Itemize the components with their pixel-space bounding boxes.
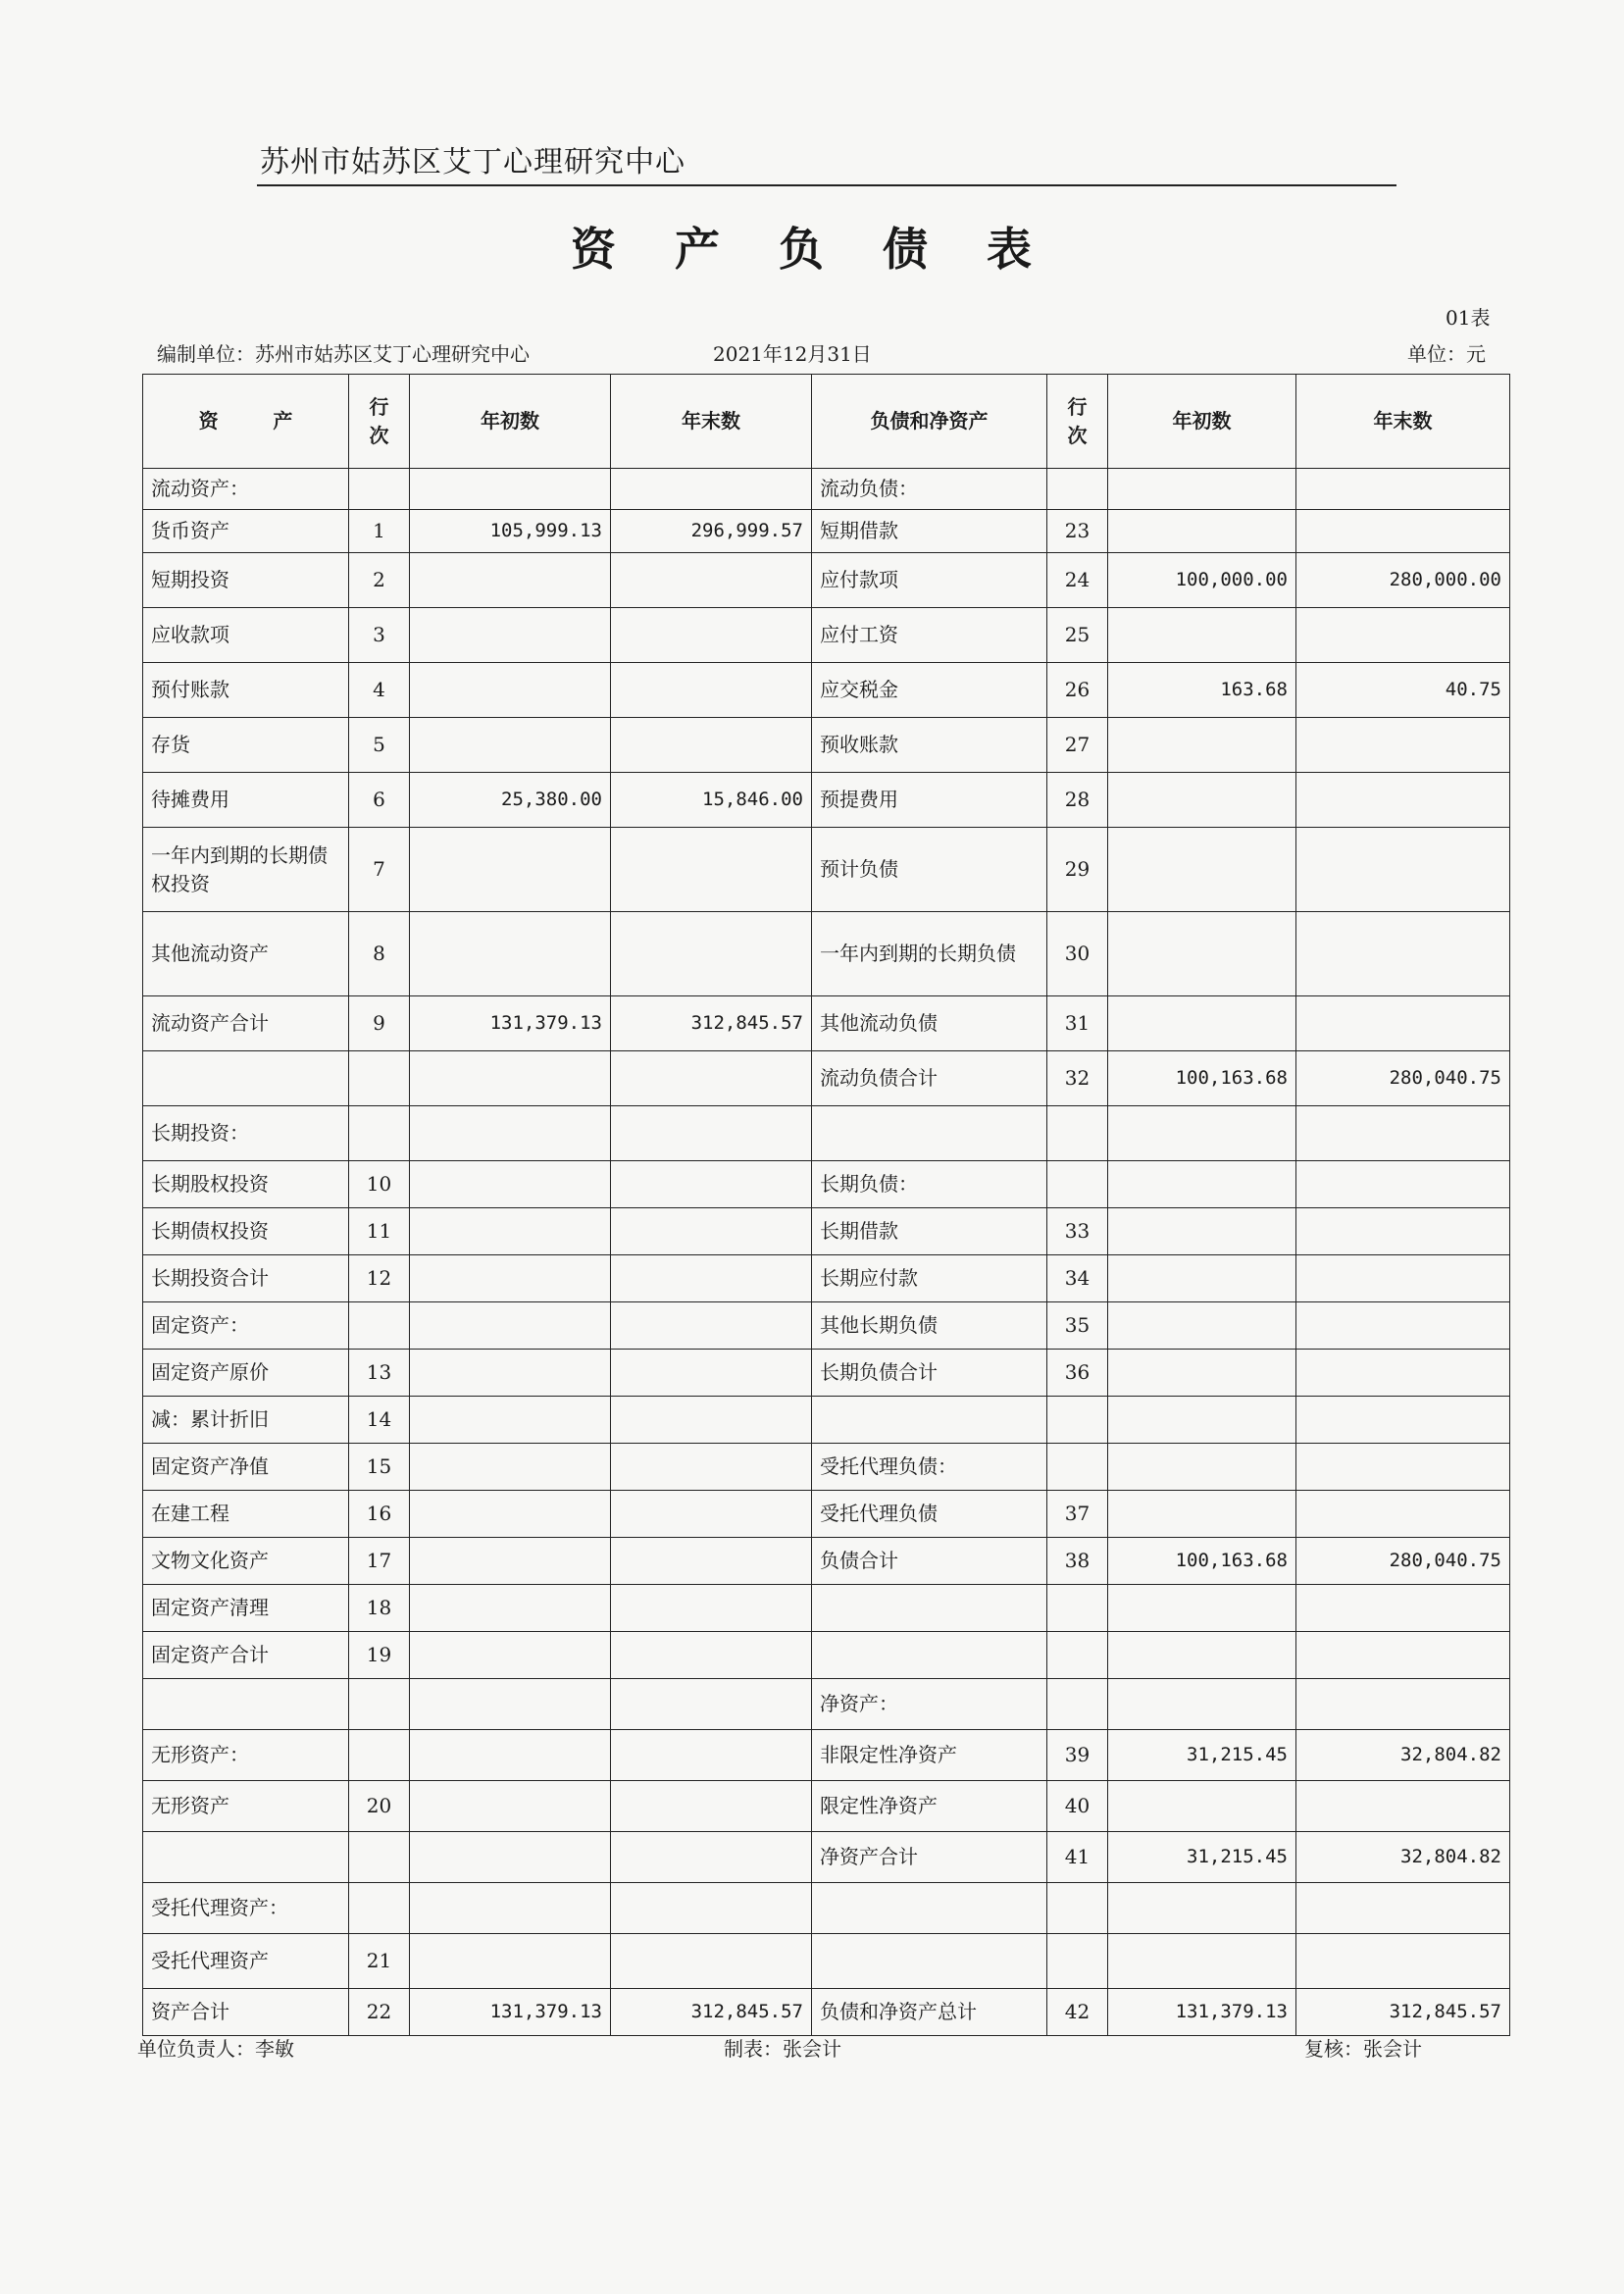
liability-opening-cell bbox=[1108, 718, 1296, 773]
liability-line-cell: 39 bbox=[1047, 1730, 1108, 1781]
unit-head-signature: 单位负责人：李敏 bbox=[137, 2037, 294, 2061]
asset-closing-cell bbox=[611, 1832, 812, 1883]
liability-name-cell: 负债和净资产总计 bbox=[812, 1989, 1047, 2036]
liability-closing-cell: 32,804.82 bbox=[1296, 1832, 1510, 1883]
col-header-line-no: 行次 bbox=[349, 375, 410, 469]
asset-opening-cell bbox=[410, 1208, 611, 1255]
liability-name-cell: 其他长期负债 bbox=[812, 1302, 1047, 1350]
asset-closing-cell bbox=[611, 1106, 812, 1161]
asset-line-cell: 9 bbox=[349, 996, 410, 1051]
asset-line-cell: 2 bbox=[349, 553, 410, 608]
asset-name-cell: 固定资产： bbox=[143, 1302, 349, 1350]
liability-line-cell bbox=[1047, 1106, 1108, 1161]
asset-name-cell: 应收款项 bbox=[143, 608, 349, 663]
liability-opening-cell bbox=[1108, 1255, 1296, 1302]
asset-line-cell: 8 bbox=[349, 912, 410, 996]
asset-opening-cell bbox=[410, 828, 611, 912]
asset-name-cell: 待摊费用 bbox=[143, 773, 349, 828]
asset-name-cell: 其他流动资产 bbox=[143, 912, 349, 996]
asset-name-cell bbox=[143, 1832, 349, 1883]
report-date: 2021年12月31日 bbox=[713, 342, 872, 366]
asset-name-cell: 长期股权投资 bbox=[143, 1161, 349, 1208]
asset-opening-cell bbox=[410, 1106, 611, 1161]
asset-line-cell: 18 bbox=[349, 1585, 410, 1632]
asset-closing-cell bbox=[611, 1632, 812, 1679]
asset-opening-cell bbox=[410, 553, 611, 608]
asset-closing-cell bbox=[611, 1781, 812, 1832]
liability-name-cell: 应交税金 bbox=[812, 663, 1047, 718]
liability-opening-cell bbox=[1108, 1934, 1296, 1989]
prepared-by: 制表：张会计 bbox=[724, 2037, 841, 2061]
liability-name-cell: 一年内到期的长期负债 bbox=[812, 912, 1047, 996]
liability-line-cell: 37 bbox=[1047, 1491, 1108, 1538]
liability-opening-cell bbox=[1108, 510, 1296, 553]
col-header-closing-2: 年末数 bbox=[1296, 375, 1510, 469]
table-row bbox=[143, 1491, 1510, 1538]
col-header-closing: 年末数 bbox=[611, 375, 812, 469]
liability-name-cell: 限定性净资产 bbox=[812, 1781, 1047, 1832]
liability-line-cell: 38 bbox=[1047, 1538, 1108, 1585]
asset-closing-cell bbox=[611, 1679, 812, 1730]
table-row bbox=[143, 1302, 1510, 1350]
liability-line-cell: 28 bbox=[1047, 773, 1108, 828]
liability-opening-cell: 31,215.45 bbox=[1108, 1832, 1296, 1883]
liability-line-cell bbox=[1047, 1679, 1108, 1730]
asset-name-cell: 预付账款 bbox=[143, 663, 349, 718]
asset-opening-cell: 105,999.13 bbox=[410, 510, 611, 553]
asset-line-cell bbox=[349, 1679, 410, 1730]
liability-line-cell: 30 bbox=[1047, 912, 1108, 996]
liability-opening-cell bbox=[1108, 1208, 1296, 1255]
liability-opening-cell bbox=[1108, 1106, 1296, 1161]
liability-closing-cell bbox=[1296, 1491, 1510, 1538]
liability-opening-cell: 163.68 bbox=[1108, 663, 1296, 718]
liability-line-cell bbox=[1047, 1632, 1108, 1679]
liability-opening-cell bbox=[1108, 1161, 1296, 1208]
liability-closing-cell bbox=[1296, 1934, 1510, 1989]
asset-opening-cell bbox=[410, 1832, 611, 1883]
asset-closing-cell bbox=[611, 1585, 812, 1632]
col-header-line-no-2: 行次 bbox=[1047, 375, 1108, 469]
liability-name-cell: 预收账款 bbox=[812, 718, 1047, 773]
liability-line-cell: 26 bbox=[1047, 663, 1108, 718]
liability-closing-cell: 312,845.57 bbox=[1296, 1989, 1510, 2036]
table-row bbox=[143, 608, 1510, 663]
asset-opening-cell bbox=[410, 1679, 611, 1730]
asset-line-cell: 10 bbox=[349, 1161, 410, 1208]
liability-opening-cell: 100,163.68 bbox=[1108, 1051, 1296, 1106]
liability-opening-cell bbox=[1108, 1883, 1296, 1934]
asset-opening-cell bbox=[410, 608, 611, 663]
table-row bbox=[143, 553, 1510, 608]
asset-name-cell: 流动资产合计 bbox=[143, 996, 349, 1051]
asset-closing-cell bbox=[611, 1302, 812, 1350]
liability-closing-cell: 280,040.75 bbox=[1296, 1538, 1510, 1585]
liability-line-cell: 25 bbox=[1047, 608, 1108, 663]
liability-opening-cell: 31,215.45 bbox=[1108, 1730, 1296, 1781]
asset-line-cell bbox=[349, 1051, 410, 1106]
liability-name-cell: 应付款项 bbox=[812, 553, 1047, 608]
liability-opening-cell bbox=[1108, 1491, 1296, 1538]
table-row bbox=[143, 1679, 1510, 1730]
liability-line-cell bbox=[1047, 1397, 1108, 1444]
asset-opening-cell bbox=[410, 1491, 611, 1538]
liability-line-cell: 34 bbox=[1047, 1255, 1108, 1302]
asset-line-cell: 7 bbox=[349, 828, 410, 912]
liability-closing-cell bbox=[1296, 510, 1510, 553]
asset-line-cell: 19 bbox=[349, 1632, 410, 1679]
asset-name-cell bbox=[143, 1051, 349, 1106]
liability-opening-cell bbox=[1108, 1679, 1296, 1730]
asset-line-cell bbox=[349, 469, 410, 510]
asset-name-cell: 长期投资： bbox=[143, 1106, 349, 1161]
table-row bbox=[143, 1632, 1510, 1679]
liability-closing-cell bbox=[1296, 1302, 1510, 1350]
asset-closing-cell bbox=[611, 1350, 812, 1397]
liability-name-cell bbox=[812, 1883, 1047, 1934]
asset-closing-cell bbox=[611, 718, 812, 773]
asset-name-cell: 在建工程 bbox=[143, 1491, 349, 1538]
liability-closing-cell bbox=[1296, 608, 1510, 663]
col-header-liabilities: 负债和净资产 bbox=[812, 375, 1047, 469]
liability-closing-cell bbox=[1296, 718, 1510, 773]
liability-closing-cell bbox=[1296, 1781, 1510, 1832]
liability-name-cell: 净资产合计 bbox=[812, 1832, 1047, 1883]
liability-name-cell: 应付工资 bbox=[812, 608, 1047, 663]
table-row bbox=[143, 663, 1510, 718]
liability-name-cell: 受托代理负债 bbox=[812, 1491, 1047, 1538]
liability-line-cell: 27 bbox=[1047, 718, 1108, 773]
liability-closing-cell bbox=[1296, 1444, 1510, 1491]
table-row bbox=[143, 828, 1510, 912]
liability-opening-cell bbox=[1108, 773, 1296, 828]
asset-line-cell: 21 bbox=[349, 1934, 410, 1989]
asset-name-cell: 资产合计 bbox=[143, 1989, 349, 2036]
asset-name-cell: 流动资产： bbox=[143, 469, 349, 510]
liability-name-cell: 短期借款 bbox=[812, 510, 1047, 553]
liability-closing-cell bbox=[1296, 1161, 1510, 1208]
organization-header: 苏州市姑苏区艾丁心理研究中心 bbox=[260, 145, 685, 179]
table-row bbox=[143, 1161, 1510, 1208]
asset-name-cell: 无形资产 bbox=[143, 1781, 349, 1832]
liability-name-cell: 长期应付款 bbox=[812, 1255, 1047, 1302]
liability-opening-cell: 100,000.00 bbox=[1108, 553, 1296, 608]
asset-closing-cell bbox=[611, 1208, 812, 1255]
table-row bbox=[143, 1397, 1510, 1444]
preparing-unit: 编制单位：苏州市姑苏区艾丁心理研究中心 bbox=[157, 342, 530, 366]
asset-opening-cell bbox=[410, 1883, 611, 1934]
liability-name-cell: 净资产： bbox=[812, 1679, 1047, 1730]
asset-name-cell: 文物文化资产 bbox=[143, 1538, 349, 1585]
asset-line-cell: 22 bbox=[349, 1989, 410, 2036]
liability-closing-cell bbox=[1296, 1106, 1510, 1161]
liability-name-cell: 预计负债 bbox=[812, 828, 1047, 912]
liability-closing-cell bbox=[1296, 773, 1510, 828]
liability-name-cell: 长期负债： bbox=[812, 1161, 1047, 1208]
liability-line-cell bbox=[1047, 1883, 1108, 1934]
liability-closing-cell bbox=[1296, 912, 1510, 996]
asset-name-cell: 固定资产净值 bbox=[143, 1444, 349, 1491]
asset-closing-cell: 312,845.57 bbox=[611, 996, 812, 1051]
asset-name-cell: 无形资产： bbox=[143, 1730, 349, 1781]
asset-line-cell: 17 bbox=[349, 1538, 410, 1585]
asset-line-cell: 12 bbox=[349, 1255, 410, 1302]
asset-closing-cell bbox=[611, 553, 812, 608]
table-row bbox=[143, 912, 1510, 996]
asset-closing-cell bbox=[611, 1883, 812, 1934]
asset-line-cell: 15 bbox=[349, 1444, 410, 1491]
col-header-assets: 资 产 bbox=[143, 375, 349, 469]
liability-name-cell bbox=[812, 1106, 1047, 1161]
table-row bbox=[143, 1444, 1510, 1491]
liability-closing-cell bbox=[1296, 1350, 1510, 1397]
asset-opening-cell bbox=[410, 1161, 611, 1208]
asset-line-cell bbox=[349, 1106, 410, 1161]
liability-opening-cell: 100,163.68 bbox=[1108, 1538, 1296, 1585]
liability-name-cell: 长期借款 bbox=[812, 1208, 1047, 1255]
table-row bbox=[143, 1832, 1510, 1883]
table-row bbox=[143, 1106, 1510, 1161]
liability-closing-cell bbox=[1296, 1585, 1510, 1632]
liability-line-cell: 33 bbox=[1047, 1208, 1108, 1255]
liability-line-cell: 35 bbox=[1047, 1302, 1108, 1350]
liability-closing-cell: 40.75 bbox=[1296, 663, 1510, 718]
asset-closing-cell bbox=[611, 1934, 812, 1989]
liability-opening-cell bbox=[1108, 1302, 1296, 1350]
asset-name-cell: 存货 bbox=[143, 718, 349, 773]
asset-line-cell: 20 bbox=[349, 1781, 410, 1832]
asset-closing-cell bbox=[611, 469, 812, 510]
table-row bbox=[143, 1538, 1510, 1585]
liability-line-cell: 36 bbox=[1047, 1350, 1108, 1397]
asset-name-cell: 长期债权投资 bbox=[143, 1208, 349, 1255]
liability-line-cell bbox=[1047, 1934, 1108, 1989]
table-row bbox=[143, 1585, 1510, 1632]
asset-name-cell: 货币资产 bbox=[143, 510, 349, 553]
table-row bbox=[143, 1934, 1510, 1989]
table-row bbox=[143, 1730, 1510, 1781]
asset-name-cell: 固定资产合计 bbox=[143, 1632, 349, 1679]
reviewed-by: 复核：张会计 bbox=[1304, 2037, 1422, 2061]
asset-closing-cell bbox=[611, 1397, 812, 1444]
asset-closing-cell: 15,846.00 bbox=[611, 773, 812, 828]
asset-line-cell: 16 bbox=[349, 1491, 410, 1538]
asset-opening-cell: 131,379.13 bbox=[410, 996, 611, 1051]
liability-opening-cell bbox=[1108, 912, 1296, 996]
liability-line-cell: 29 bbox=[1047, 828, 1108, 912]
liability-closing-cell: 280,000.00 bbox=[1296, 553, 1510, 608]
liability-opening-cell bbox=[1108, 1444, 1296, 1491]
liability-name-cell: 预提费用 bbox=[812, 773, 1047, 828]
asset-opening-cell: 131,379.13 bbox=[410, 1989, 611, 2036]
asset-closing-cell bbox=[611, 1730, 812, 1781]
table-row bbox=[143, 469, 1510, 510]
asset-closing-cell: 296,999.57 bbox=[611, 510, 812, 553]
liability-name-cell: 长期负债合计 bbox=[812, 1350, 1047, 1397]
asset-name-cell: 固定资产清理 bbox=[143, 1585, 349, 1632]
liability-name-cell: 流动负债： bbox=[812, 469, 1047, 510]
liability-line-cell: 40 bbox=[1047, 1781, 1108, 1832]
asset-line-cell: 11 bbox=[349, 1208, 410, 1255]
liability-line-cell: 31 bbox=[1047, 996, 1108, 1051]
asset-opening-cell bbox=[410, 718, 611, 773]
asset-name-cell: 短期投资 bbox=[143, 553, 349, 608]
liability-line-cell bbox=[1047, 1161, 1108, 1208]
table-row bbox=[143, 1781, 1510, 1832]
liability-opening-cell bbox=[1108, 1397, 1296, 1444]
table-row bbox=[143, 1989, 1510, 2036]
liability-closing-cell bbox=[1296, 1208, 1510, 1255]
form-code: 01表 bbox=[1446, 306, 1491, 330]
asset-closing-cell bbox=[611, 912, 812, 996]
liability-line-cell bbox=[1047, 1444, 1108, 1491]
col-header-opening-2: 年初数 bbox=[1108, 375, 1296, 469]
liability-line-cell: 41 bbox=[1047, 1832, 1108, 1883]
liability-opening-cell: 131,379.13 bbox=[1108, 1989, 1296, 2036]
asset-opening-cell bbox=[410, 1934, 611, 1989]
liability-opening-cell bbox=[1108, 469, 1296, 510]
asset-line-cell: 3 bbox=[349, 608, 410, 663]
asset-line-cell bbox=[349, 1832, 410, 1883]
asset-line-cell: 5 bbox=[349, 718, 410, 773]
asset-line-cell: 13 bbox=[349, 1350, 410, 1397]
liability-closing-cell bbox=[1296, 828, 1510, 912]
liability-name-cell bbox=[812, 1397, 1047, 1444]
liability-line-cell: 32 bbox=[1047, 1051, 1108, 1106]
liability-opening-cell bbox=[1108, 1350, 1296, 1397]
asset-name-cell: 固定资产原价 bbox=[143, 1350, 349, 1397]
asset-line-cell: 1 bbox=[349, 510, 410, 553]
asset-name-cell: 一年内到期的长期债权投资 bbox=[143, 828, 349, 912]
asset-opening-cell bbox=[410, 1730, 611, 1781]
liability-name-cell bbox=[812, 1585, 1047, 1632]
liability-closing-cell: 32,804.82 bbox=[1296, 1730, 1510, 1781]
asset-opening-cell bbox=[410, 1397, 611, 1444]
liability-line-cell bbox=[1047, 1585, 1108, 1632]
asset-closing-cell: 312,845.57 bbox=[611, 1989, 812, 2036]
asset-opening-cell: 25,380.00 bbox=[410, 773, 611, 828]
asset-line-cell bbox=[349, 1302, 410, 1350]
asset-opening-cell bbox=[410, 912, 611, 996]
liability-name-cell bbox=[812, 1632, 1047, 1679]
liability-line-cell bbox=[1047, 469, 1108, 510]
liability-opening-cell bbox=[1108, 1632, 1296, 1679]
asset-name-cell: 受托代理资产： bbox=[143, 1883, 349, 1934]
liability-name-cell: 受托代理负债： bbox=[812, 1444, 1047, 1491]
asset-opening-cell bbox=[410, 1350, 611, 1397]
asset-opening-cell bbox=[410, 1051, 611, 1106]
table-row bbox=[143, 1255, 1510, 1302]
asset-opening-cell bbox=[410, 1585, 611, 1632]
asset-opening-cell bbox=[410, 1781, 611, 1832]
page-title: 资 产 负 债 表 bbox=[570, 223, 1054, 276]
asset-closing-cell bbox=[611, 608, 812, 663]
asset-line-cell bbox=[349, 1883, 410, 1934]
liability-line-cell: 24 bbox=[1047, 553, 1108, 608]
liability-line-cell: 23 bbox=[1047, 510, 1108, 553]
header-rule bbox=[257, 184, 1396, 186]
table-row bbox=[143, 1883, 1510, 1934]
asset-line-cell: 4 bbox=[349, 663, 410, 718]
table-row bbox=[143, 773, 1510, 828]
liability-opening-cell bbox=[1108, 608, 1296, 663]
asset-closing-cell bbox=[611, 1051, 812, 1106]
asset-closing-cell bbox=[611, 1538, 812, 1585]
asset-name-cell: 受托代理资产 bbox=[143, 1934, 349, 1989]
liability-closing-cell bbox=[1296, 1679, 1510, 1730]
table-header-row bbox=[143, 375, 1510, 469]
liability-closing-cell bbox=[1296, 1632, 1510, 1679]
liability-closing-cell bbox=[1296, 469, 1510, 510]
liability-name-cell: 负债合计 bbox=[812, 1538, 1047, 1585]
asset-opening-cell bbox=[410, 1302, 611, 1350]
liability-name-cell bbox=[812, 1934, 1047, 1989]
asset-name-cell bbox=[143, 1679, 349, 1730]
liability-line-cell: 42 bbox=[1047, 1989, 1108, 2036]
asset-closing-cell bbox=[611, 1444, 812, 1491]
asset-opening-cell bbox=[410, 1632, 611, 1679]
liability-closing-cell bbox=[1296, 1883, 1510, 1934]
asset-opening-cell bbox=[410, 663, 611, 718]
asset-opening-cell bbox=[410, 469, 611, 510]
asset-name-cell: 长期投资合计 bbox=[143, 1255, 349, 1302]
table-row bbox=[143, 1051, 1510, 1106]
asset-line-cell: 14 bbox=[349, 1397, 410, 1444]
asset-closing-cell bbox=[611, 663, 812, 718]
table-row bbox=[143, 996, 1510, 1051]
liability-name-cell: 其他流动负债 bbox=[812, 996, 1047, 1051]
asset-opening-cell bbox=[410, 1255, 611, 1302]
asset-opening-cell bbox=[410, 1538, 611, 1585]
liability-name-cell: 流动负债合计 bbox=[812, 1051, 1047, 1106]
liability-opening-cell bbox=[1108, 996, 1296, 1051]
table-row bbox=[143, 1350, 1510, 1397]
asset-closing-cell bbox=[611, 828, 812, 912]
balance-sheet-table bbox=[142, 374, 1510, 2036]
asset-name-cell: 减：累计折旧 bbox=[143, 1397, 349, 1444]
liability-opening-cell bbox=[1108, 1585, 1296, 1632]
table-row bbox=[143, 718, 1510, 773]
liability-opening-cell bbox=[1108, 828, 1296, 912]
table-row bbox=[143, 510, 1510, 553]
liability-opening-cell bbox=[1108, 1781, 1296, 1832]
asset-line-cell bbox=[349, 1730, 410, 1781]
asset-closing-cell bbox=[611, 1491, 812, 1538]
col-header-opening: 年初数 bbox=[410, 375, 611, 469]
asset-line-cell: 6 bbox=[349, 773, 410, 828]
currency-unit: 单位：元 bbox=[1407, 342, 1486, 366]
liability-closing-cell bbox=[1296, 1397, 1510, 1444]
liability-closing-cell bbox=[1296, 996, 1510, 1051]
table-row bbox=[143, 1208, 1510, 1255]
asset-closing-cell bbox=[611, 1161, 812, 1208]
asset-opening-cell bbox=[410, 1444, 611, 1491]
asset-closing-cell bbox=[611, 1255, 812, 1302]
liability-closing-cell bbox=[1296, 1255, 1510, 1302]
liability-name-cell: 非限定性净资产 bbox=[812, 1730, 1047, 1781]
liability-closing-cell: 280,040.75 bbox=[1296, 1051, 1510, 1106]
